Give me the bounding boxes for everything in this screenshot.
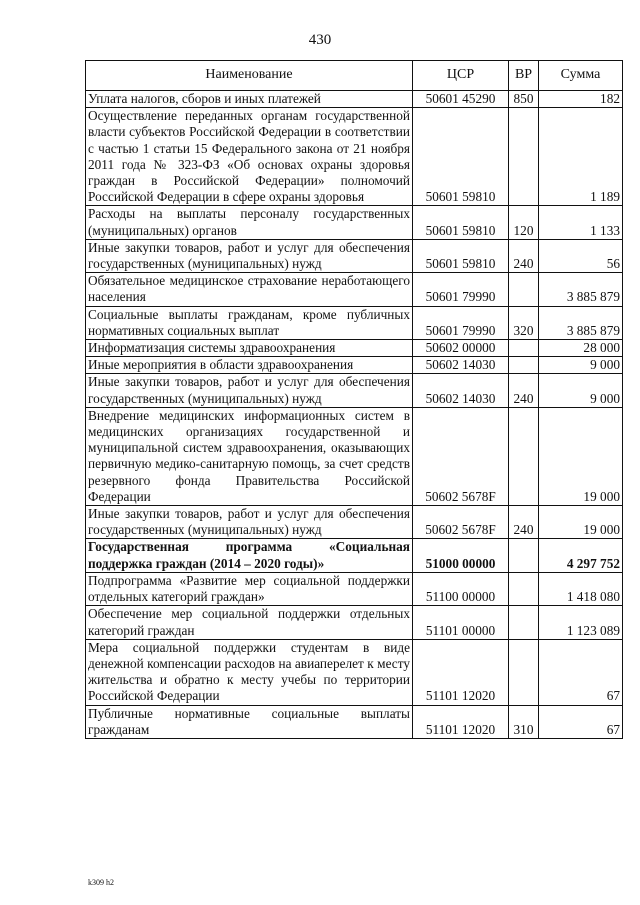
cell-vr: 310 — [509, 705, 539, 738]
cell-sum: 56 — [539, 239, 623, 272]
cell-csr: 51101 12020 — [413, 705, 509, 738]
header-vr: ВР — [509, 61, 539, 91]
cell-vr: 120 — [509, 206, 539, 239]
cell-csr: 50601 45290 — [413, 91, 509, 108]
cell-vr — [509, 606, 539, 639]
page-number: 430 — [308, 32, 332, 48]
table-row — [86, 206, 623, 239]
cell-csr: 50601 59810 — [413, 206, 509, 239]
cell-csr: 51100 00000 — [413, 572, 509, 605]
cell-sum: 19 000 — [539, 506, 623, 539]
cell-sum: 1 123 089 — [539, 606, 623, 639]
table-row — [86, 374, 623, 407]
cell-vr — [509, 572, 539, 605]
table-body — [86, 91, 623, 739]
footer-code: k309 h2 — [88, 878, 114, 887]
table-row — [86, 239, 623, 272]
cell-csr: 51101 00000 — [413, 606, 509, 639]
cell-name: Государственная программа «Социальная поддержка граждан (2014 – 2020 годы)» — [86, 539, 413, 572]
cell-vr: 240 — [509, 374, 539, 407]
cell-vr: 240 — [509, 506, 539, 539]
cell-csr: 50602 14030 — [413, 357, 509, 374]
cell-csr: 50601 59810 — [413, 239, 509, 272]
cell-name: Социальные выплаты гражданам, кроме публичных нормативных социальных выплат — [86, 306, 413, 339]
cell-csr: 50601 59810 — [413, 108, 509, 206]
header-name: Наименование — [86, 61, 413, 91]
table-row — [86, 705, 623, 738]
cell-name: Иные закупки товаров, работ и услуг для обеспечения государственных (муниципальных) нужд — [86, 239, 413, 272]
cell-csr: 51000 00000 — [413, 539, 509, 572]
cell-sum: 4 297 752 — [539, 539, 623, 572]
table-row — [86, 606, 623, 639]
cell-sum: 28 000 — [539, 340, 623, 357]
cell-sum: 19 000 — [539, 407, 623, 505]
cell-name: Иные мероприятия в области здравоохранения — [86, 357, 413, 374]
table-row — [86, 506, 623, 539]
cell-csr: 50602 14030 — [413, 374, 509, 407]
cell-name: Мера социальной поддержки студентам в виде денежной компенсации расходов на авиаперелет к месту жительства и обратно к месту учебы по территории Российской Федерации — [86, 639, 413, 705]
cell-name: Подпрограмма «Развитие мер социальной поддержки отдельных категорий граждан» — [86, 572, 413, 605]
cell-csr: 50602 5678F — [413, 407, 509, 505]
cell-csr: 50602 00000 — [413, 340, 509, 357]
cell-vr — [509, 357, 539, 374]
budget-table — [85, 60, 623, 739]
cell-vr: 850 — [509, 91, 539, 108]
table-row — [86, 108, 623, 206]
cell-name: Информатизация системы здравоохранения — [86, 340, 413, 357]
cell-csr: 51101 12020 — [413, 639, 509, 705]
table-header-row — [86, 61, 623, 91]
cell-name: Обязательное медицинское страхование неработающего населения — [86, 273, 413, 306]
cell-sum: 9 000 — [539, 357, 623, 374]
cell-vr: 240 — [509, 239, 539, 272]
table-row — [86, 306, 623, 339]
cell-csr: 50602 5678F — [413, 506, 509, 539]
cell-vr — [509, 407, 539, 505]
table-row — [86, 639, 623, 705]
cell-sum: 67 — [539, 639, 623, 705]
cell-name: Обеспечение мер социальной поддержки отдельных категорий граждан — [86, 606, 413, 639]
table-row — [86, 572, 623, 605]
table-row — [86, 539, 623, 572]
cell-sum: 67 — [539, 705, 623, 738]
cell-sum: 9 000 — [539, 374, 623, 407]
cell-name: Расходы на выплаты персоналу государственных (муниципальных) органов — [86, 206, 413, 239]
table-row — [86, 273, 623, 306]
header-csr: ЦСР — [413, 61, 509, 91]
cell-sum: 3 885 879 — [539, 273, 623, 306]
cell-sum: 182 — [539, 91, 623, 108]
header-sum: Сумма — [539, 61, 623, 91]
cell-name: Внедрение медицинских информационных систем в медицинских организациях государственной и муниципальной систем здравоохранения, оказывающих первичную медико-санитарную помощь, за счет средств резервного фонда Правительства Российской Федерации — [86, 407, 413, 505]
cell-vr — [509, 539, 539, 572]
cell-vr: 320 — [509, 306, 539, 339]
cell-name: Осуществление переданных органам государственной власти субъектов Российской Федерации в соответствии с частью 1 статьи 15 Федерального закона от 21 ноября 2011 года № 323-ФЗ «Об основах охраны здоровья граждан в Российской Федерации» полномочий Российской Федерации в сфере охраны здоровья — [86, 108, 413, 206]
cell-vr — [509, 639, 539, 705]
cell-csr: 50601 79990 — [413, 273, 509, 306]
cell-vr — [509, 273, 539, 306]
cell-name: Уплата налогов, сборов и иных платежей — [86, 91, 413, 108]
table-row — [86, 407, 623, 505]
table-row — [86, 357, 623, 374]
cell-name: Публичные нормативные социальные выплаты гражданам — [86, 705, 413, 738]
cell-sum: 1 133 — [539, 206, 623, 239]
cell-sum: 3 885 879 — [539, 306, 623, 339]
cell-csr: 50601 79990 — [413, 306, 509, 339]
table-row — [86, 340, 623, 357]
table-row — [86, 91, 623, 108]
cell-name: Иные закупки товаров, работ и услуг для обеспечения государственных (муниципальных) нужд — [86, 506, 413, 539]
cell-sum: 1 418 080 — [539, 572, 623, 605]
cell-vr — [509, 340, 539, 357]
cell-name: Иные закупки товаров, работ и услуг для обеспечения государственных (муниципальных) нужд — [86, 374, 413, 407]
cell-sum: 1 189 — [539, 108, 623, 206]
cell-vr — [509, 108, 539, 206]
